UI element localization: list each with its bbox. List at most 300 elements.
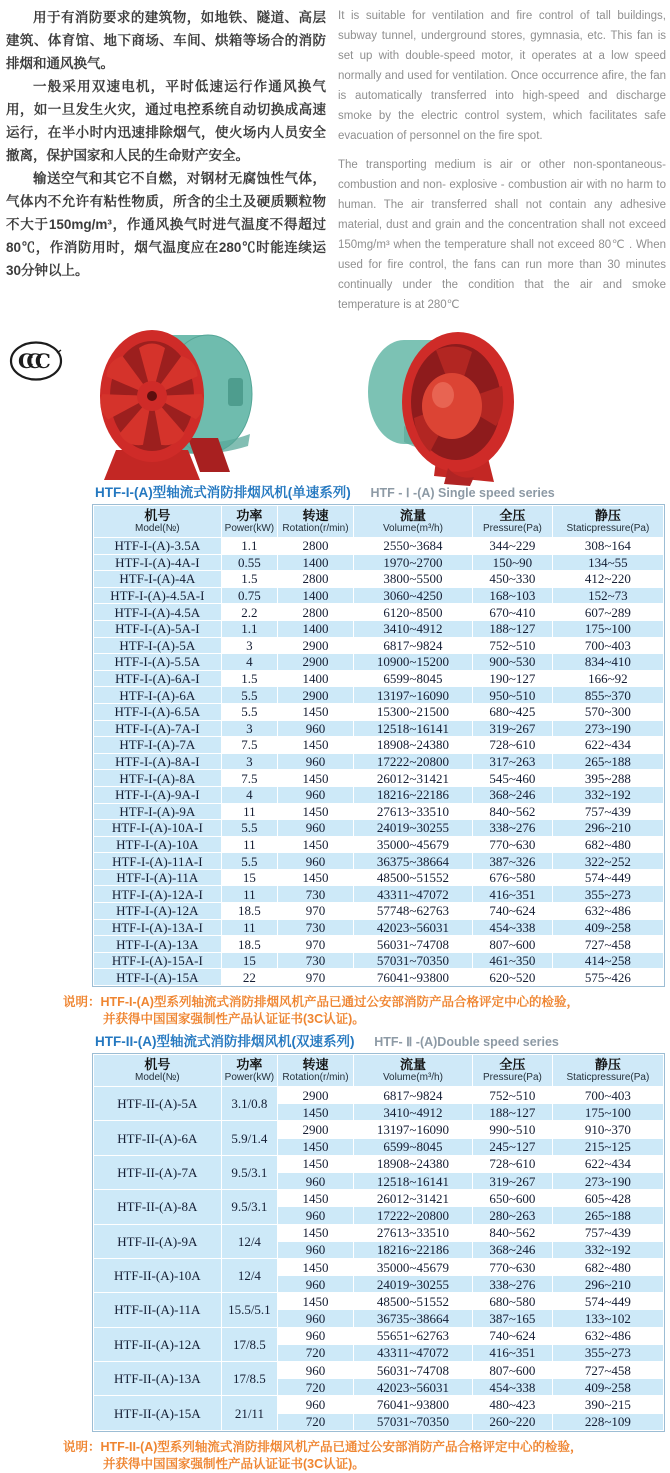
table-row — [94, 1121, 664, 1138]
value-cell: 682~480 — [552, 1258, 663, 1275]
value-cell: 152~73 — [552, 587, 663, 604]
column-header-cn: 全压 — [499, 508, 526, 523]
value-cell: 280~263 — [473, 1207, 553, 1224]
column-header-en: Volume(m³/h) — [382, 523, 443, 534]
value-cell: 960 — [278, 1172, 354, 1189]
column-header-en: Model(№) — [135, 523, 180, 534]
column-header-en: Volume(m³/h) — [382, 1072, 443, 1084]
value-cell: 6817~9824 — [353, 1087, 472, 1104]
value-cell: 36375~38664 — [353, 853, 472, 870]
double-speed-table — [93, 1054, 664, 1431]
double-speed-section-title — [95, 1034, 670, 1050]
value-cell: 2900 — [278, 1121, 354, 1138]
table-row — [94, 853, 664, 870]
value-cell: 1.5 — [221, 571, 277, 588]
column-header-cn: 功率 — [236, 1057, 263, 1073]
column-header — [473, 1055, 553, 1087]
model-cell: HTF-II-(A)-6A — [94, 1121, 222, 1155]
model-cell: HTF-II-(A)-13A — [94, 1362, 222, 1396]
value-cell: 3 — [221, 637, 277, 654]
value-cell: 57031~70350 — [353, 952, 472, 969]
table-row — [94, 604, 664, 621]
value-cell: 807~600 — [473, 936, 553, 953]
product-description — [0, 0, 670, 324]
value-cell: 2800 — [278, 604, 354, 621]
value-cell: 607~289 — [552, 604, 663, 621]
column-header-cn: 机号 — [144, 508, 171, 523]
value-cell: 12518~16141 — [353, 720, 472, 737]
power-cell: 21/11 — [221, 1396, 277, 1430]
model-cell: HTF-I-(A)-3.5A — [94, 538, 222, 555]
model-cell: HTF-I-(A)-8A-I — [94, 753, 222, 770]
value-cell: 0.75 — [221, 587, 277, 604]
column-header-en: Power(kW) — [224, 1072, 275, 1084]
intro-paragraph-cn: 一般采用双速电机，平时低速运行作通风换气用，如一旦发生火灾，通过电控系统自动切换成高速运行，在半小时内迅速排除烟气，使火场内人员安全撤离，保护国家和人民的生命财产安全。 — [6, 79, 326, 163]
value-cell: 1400 — [278, 620, 354, 637]
value-cell: 720 — [278, 1413, 354, 1430]
model-cell: HTF-II-(A)-11A — [94, 1293, 222, 1327]
value-cell: 168~103 — [473, 587, 553, 604]
value-cell: 960 — [278, 1207, 354, 1224]
value-cell: 76041~93800 — [353, 969, 472, 986]
model-cell: HTF-I-(A)-11A — [94, 869, 222, 886]
value-cell: 3 — [221, 753, 277, 770]
table-row — [94, 936, 664, 953]
value-cell: 414~258 — [552, 952, 663, 969]
value-cell: 1400 — [278, 587, 354, 604]
value-cell: 855~370 — [552, 687, 663, 704]
value-cell: 175~100 — [552, 620, 663, 637]
intro-paragraph-en: It is suitable for ventilation and fire control of tall buildings, subway tunnel, underground stores, gymnasia, etc. This fan is set up with double-speed motor, it operates at a low speed normally and used for ventilation. Once occurrence afire, the fan is automatically transferred into high-speed and discharge smoke by the electric control system, which facilitates safe evacuation of personnel on the fire spot. — [338, 10, 666, 142]
value-cell: 35000~45679 — [353, 1258, 472, 1275]
value-cell: 700~403 — [552, 637, 663, 654]
value-cell: 322~252 — [552, 853, 663, 870]
value-cell: 900~530 — [473, 654, 553, 671]
value-cell: 368~246 — [473, 1241, 553, 1258]
value-cell: 416~351 — [473, 1344, 553, 1361]
value-cell: 5.5 — [221, 820, 277, 837]
value-cell: 2550~3684 — [353, 538, 472, 555]
column-header-cn: 功率 — [236, 508, 263, 523]
column-header-cn: 转速 — [302, 1057, 329, 1073]
value-cell: 390~215 — [552, 1396, 663, 1413]
value-cell: 0.55 — [221, 554, 277, 571]
table-row — [94, 820, 664, 837]
table-row — [94, 670, 664, 687]
value-cell: 454~338 — [473, 919, 553, 936]
value-cell: 7.5 — [221, 770, 277, 787]
value-cell: 188~127 — [473, 620, 553, 637]
power-cell: 3.1/0.8 — [221, 1087, 277, 1121]
column-header-en: Model(№) — [135, 1072, 180, 1084]
value-cell: 319~267 — [473, 720, 553, 737]
table-row — [94, 1224, 664, 1241]
value-cell: 6599~8045 — [353, 670, 472, 687]
value-cell: 245~127 — [473, 1138, 553, 1155]
value-cell: 770~630 — [473, 1258, 553, 1275]
value-cell: 730 — [278, 952, 354, 969]
value-cell: 680~425 — [473, 703, 553, 720]
value-cell: 970 — [278, 936, 354, 953]
column-header — [473, 506, 553, 538]
value-cell: 6120~8500 — [353, 604, 472, 621]
value-cell: 620~520 — [473, 969, 553, 986]
value-cell: 344~229 — [473, 538, 553, 555]
table-row — [94, 538, 664, 555]
model-cell: HTF-II-(A)-7A — [94, 1155, 222, 1189]
value-cell: 910~370 — [552, 1121, 663, 1138]
note-label: 说明： — [63, 995, 101, 1010]
ccc-label: CCC — [18, 349, 44, 373]
value-cell: 632~486 — [552, 903, 663, 920]
model-cell: HTF-I-(A)-13A — [94, 936, 222, 953]
value-cell: 355~273 — [552, 1344, 663, 1361]
table-row — [94, 803, 664, 820]
value-cell: 133~102 — [552, 1310, 663, 1327]
value-cell: 757~439 — [552, 1224, 663, 1241]
value-cell: 1450 — [278, 1155, 354, 1172]
value-cell: 273~190 — [552, 1172, 663, 1189]
table-row — [94, 554, 664, 571]
table-row — [94, 1190, 664, 1207]
note-text-line2: 并获得中国国家强制性产品认证证书(3C认证)。 — [103, 1012, 365, 1027]
value-cell: 13197~16090 — [353, 687, 472, 704]
column-header — [94, 1055, 222, 1087]
value-cell: 48500~51552 — [353, 1293, 472, 1310]
value-cell: 5.5 — [221, 853, 277, 870]
value-cell: 150~90 — [473, 554, 553, 571]
value-cell: 1450 — [278, 703, 354, 720]
table-row — [94, 969, 664, 986]
table-row — [94, 786, 664, 803]
value-cell: 11 — [221, 803, 277, 820]
column-header-en: Rotation(r/min) — [282, 523, 349, 534]
value-cell: 15300~21500 — [353, 703, 472, 720]
table-row — [94, 571, 664, 588]
value-cell: 56031~74708 — [353, 1362, 472, 1379]
value-cell: 416~351 — [473, 886, 553, 903]
value-cell: 676~580 — [473, 869, 553, 886]
value-cell: 680~580 — [473, 1293, 553, 1310]
value-cell: 409~258 — [552, 919, 663, 936]
model-cell: HTF-II-(A)-5A — [94, 1087, 222, 1121]
value-cell: 834~410 — [552, 654, 663, 671]
value-cell: 17222~20800 — [353, 1207, 472, 1224]
note-text: HTF-I-(A)型系列轴流式消防排烟风机产品已通过公安部消防产品合格评定中心的检验， — [100, 995, 579, 1010]
model-cell: HTF-I-(A)-12A — [94, 903, 222, 920]
model-cell: HTF-I-(A)-10A-I — [94, 820, 222, 837]
intro-paragraph-cn: 用于有消防要求的建筑物，如地铁、隧道、高层建筑、体育馆、地下商场、车间、烘箱等场合的消防排烟和通风换气。 — [6, 10, 326, 71]
power-cell: 15.5/5.1 — [221, 1293, 277, 1327]
column-header — [221, 1055, 277, 1087]
value-cell: 18216~22186 — [353, 1241, 472, 1258]
value-cell: 5.5 — [221, 687, 277, 704]
value-cell: 2900 — [278, 687, 354, 704]
value-cell: 36735~38664 — [353, 1310, 472, 1327]
table-row — [94, 1155, 664, 1172]
value-cell: 35000~45679 — [353, 836, 472, 853]
table-row — [94, 703, 664, 720]
model-cell: HTF-I-(A)-11A-I — [94, 853, 222, 870]
value-cell: 752~510 — [473, 637, 553, 654]
value-cell: 605~428 — [552, 1190, 663, 1207]
value-cell: 27613~33510 — [353, 803, 472, 820]
value-cell: 24019~30255 — [353, 820, 472, 837]
value-cell: 720 — [278, 1379, 354, 1396]
table-row — [94, 654, 664, 671]
model-cell: HTF-I-(A)-9A-I — [94, 786, 222, 803]
column-header — [278, 506, 354, 538]
value-cell: 454~338 — [473, 1379, 553, 1396]
value-cell: 319~267 — [473, 1172, 553, 1189]
value-cell: 42023~56031 — [353, 919, 472, 936]
value-cell: 332~192 — [552, 1241, 663, 1258]
model-cell: HTF-I-(A)-10A — [94, 836, 222, 853]
value-cell: 134~55 — [552, 554, 663, 571]
value-cell: 1450 — [278, 1293, 354, 1310]
value-cell: 55651~62763 — [353, 1327, 472, 1344]
value-cell: 260~220 — [473, 1413, 553, 1430]
model-cell: HTF-I-(A)-15A — [94, 969, 222, 986]
column-header — [278, 1055, 354, 1087]
model-cell: HTF-I-(A)-5.5A — [94, 654, 222, 671]
value-cell: 970 — [278, 969, 354, 986]
value-cell: 10900~15200 — [353, 654, 472, 671]
value-cell: 3060~4250 — [353, 587, 472, 604]
value-cell: 575~426 — [552, 969, 663, 986]
table-row — [94, 1362, 664, 1379]
axial-fan-image-right — [352, 326, 524, 486]
power-cell: 12/4 — [221, 1224, 277, 1258]
value-cell: 57748~62763 — [353, 903, 472, 920]
value-cell: 570~300 — [552, 703, 663, 720]
value-cell: 990~510 — [473, 1121, 553, 1138]
value-cell: 740~624 — [473, 903, 553, 920]
value-cell: 960 — [278, 720, 354, 737]
value-cell: 4 — [221, 786, 277, 803]
double-speed-table-head — [94, 1055, 664, 1087]
value-cell: 1400 — [278, 670, 354, 687]
intro-chinese — [6, 6, 326, 324]
value-cell: 807~600 — [473, 1362, 553, 1379]
value-cell: 727~458 — [552, 1362, 663, 1379]
column-header-cn: 转速 — [302, 508, 329, 523]
column-header-en: Rotation(r/min) — [282, 1072, 349, 1084]
value-cell: 770~630 — [473, 836, 553, 853]
value-cell: 960 — [278, 1276, 354, 1293]
value-cell: 3410~4912 — [353, 620, 472, 637]
table-row — [94, 720, 664, 737]
table-row — [94, 753, 664, 770]
model-cell: HTF-II-(A)-10A — [94, 1258, 222, 1292]
value-cell: 728~610 — [473, 737, 553, 754]
value-cell: 215~125 — [552, 1138, 663, 1155]
table-row — [94, 587, 664, 604]
model-cell: HTF-I-(A)-4.5A-I — [94, 587, 222, 604]
value-cell: 17222~20800 — [353, 753, 472, 770]
value-cell: 7.5 — [221, 737, 277, 754]
table-row — [94, 687, 664, 704]
power-cell: 9.5/3.1 — [221, 1155, 277, 1189]
value-cell: 338~276 — [473, 820, 553, 837]
value-cell: 728~610 — [473, 1155, 553, 1172]
double-speed-note — [63, 1439, 648, 1473]
value-cell: 670~410 — [473, 604, 553, 621]
value-cell: 387~165 — [473, 1310, 553, 1327]
value-cell: 1.1 — [221, 620, 277, 637]
value-cell: 190~127 — [473, 670, 553, 687]
value-cell: 18908~24380 — [353, 737, 472, 754]
value-cell: 840~562 — [473, 803, 553, 820]
value-cell: 12518~16141 — [353, 1172, 472, 1189]
table-row — [94, 919, 664, 936]
header-row — [94, 506, 664, 538]
value-cell: 265~188 — [552, 753, 663, 770]
value-cell: 1450 — [278, 836, 354, 853]
value-cell: 632~486 — [552, 1327, 663, 1344]
value-cell: 265~188 — [552, 1207, 663, 1224]
table-row — [94, 869, 664, 886]
model-cell: HTF-I-(A)-4A-I — [94, 554, 222, 571]
model-cell: HTF-I-(A)-6A-I — [94, 670, 222, 687]
intro-english — [338, 6, 666, 324]
value-cell: 57031~70350 — [353, 1413, 472, 1430]
table-row — [94, 1258, 664, 1275]
double-speed-table-body — [94, 1087, 664, 1431]
power-cell: 5.9/1.4 — [221, 1121, 277, 1155]
single-speed-table — [93, 505, 664, 986]
value-cell: 1.1 — [221, 538, 277, 555]
model-cell: HTF-II-(A)-12A — [94, 1327, 222, 1361]
model-cell: HTF-II-(A)-15A — [94, 1396, 222, 1430]
value-cell: 1450 — [278, 803, 354, 820]
value-cell: 960 — [278, 820, 354, 837]
ccc-certification-icon — [8, 338, 64, 384]
table-row — [94, 770, 664, 787]
model-cell: HTF-I-(A)-4.5A — [94, 604, 222, 621]
intro-paragraph-en: The transporting medium is air or other non-spontaneous-combustion and non- explosive - combustion air with no harm to human. The air transferred shall not contain any adhesive material, dust and grain and the concentration shall not exceed 150mg/m³ when the temperature shall not exceed 80℃ . When used for fire control, the fans can run more than 30 minutes continually under the condition that the air and smoke temperature is at 280℃ — [338, 159, 666, 311]
value-cell: 6817~9824 — [353, 637, 472, 654]
value-cell: 960 — [278, 853, 354, 870]
value-cell: 960 — [278, 1241, 354, 1258]
model-cell: HTF-I-(A)-4A — [94, 571, 222, 588]
value-cell: 1450 — [278, 1190, 354, 1207]
column-header — [552, 1055, 663, 1087]
value-cell: 409~258 — [552, 1379, 663, 1396]
value-cell: 2.2 — [221, 604, 277, 621]
value-cell: 1450 — [278, 770, 354, 787]
value-cell: 682~480 — [552, 836, 663, 853]
power-cell: 17/8.5 — [221, 1362, 277, 1396]
value-cell: 1450 — [278, 1258, 354, 1275]
value-cell: 461~350 — [473, 952, 553, 969]
value-cell: 970 — [278, 903, 354, 920]
value-cell: 43311~47072 — [353, 1344, 472, 1361]
value-cell: 43311~47072 — [353, 886, 472, 903]
note-text: HTF-II-(A)型系列轴流式消防排烟风机产品已通过公安部消防产品合格评定中心的检验， — [100, 1439, 583, 1454]
value-cell: 1450 — [278, 737, 354, 754]
value-cell: 840~562 — [473, 1224, 553, 1241]
table-row — [94, 1293, 664, 1310]
header-row — [94, 1055, 664, 1087]
value-cell: 960 — [278, 753, 354, 770]
value-cell: 188~127 — [473, 1104, 553, 1121]
value-cell: 730 — [278, 919, 354, 936]
value-cell: 1970~2700 — [353, 554, 472, 571]
power-cell: 17/8.5 — [221, 1327, 277, 1361]
value-cell: 175~100 — [552, 1104, 663, 1121]
value-cell: 700~403 — [552, 1087, 663, 1104]
value-cell: 3410~4912 — [353, 1104, 472, 1121]
model-cell: HTF-I-(A)-12A-I — [94, 886, 222, 903]
model-cell: HTF-I-(A)-15A-I — [94, 952, 222, 969]
value-cell: 545~460 — [473, 770, 553, 787]
value-cell: 960 — [278, 786, 354, 803]
value-cell: 273~190 — [552, 720, 663, 737]
value-cell: 727~458 — [552, 936, 663, 953]
note-label: 说明： — [63, 1439, 101, 1454]
value-cell: 960 — [278, 1362, 354, 1379]
value-cell: 960 — [278, 1396, 354, 1413]
table-row — [94, 1087, 664, 1104]
value-cell: 11 — [221, 919, 277, 936]
value-cell: 15 — [221, 952, 277, 969]
table-row — [94, 1396, 664, 1413]
double-speed-table-wrap — [92, 1053, 665, 1432]
value-cell: 650~600 — [473, 1190, 553, 1207]
value-cell: 18.5 — [221, 936, 277, 953]
value-cell: 387~326 — [473, 853, 553, 870]
table-row — [94, 886, 664, 903]
column-header — [552, 506, 663, 538]
single-speed-title-cn: HTF-I-(A)型轴流式消防排烟风机(单速系列) — [95, 485, 351, 500]
value-cell: 2900 — [278, 637, 354, 654]
value-cell: 48500~51552 — [353, 869, 472, 886]
table-row — [94, 836, 664, 853]
column-header-cn: 静压 — [594, 1057, 621, 1073]
value-cell: 11 — [221, 836, 277, 853]
single-speed-table-body — [94, 538, 664, 986]
value-cell: 228~109 — [552, 1413, 663, 1430]
single-speed-table-head — [94, 506, 664, 538]
value-cell: 26012~31421 — [353, 770, 472, 787]
value-cell: 450~330 — [473, 571, 553, 588]
single-speed-table-wrap — [92, 504, 665, 987]
value-cell: 27613~33510 — [353, 1224, 472, 1241]
value-cell: 740~624 — [473, 1327, 553, 1344]
column-header — [353, 1055, 472, 1087]
product-images-row — [0, 324, 670, 482]
model-cell: HTF-I-(A)-8A — [94, 770, 222, 787]
value-cell: 18216~22186 — [353, 786, 472, 803]
value-cell: 1.5 — [221, 670, 277, 687]
value-cell: 317~263 — [473, 753, 553, 770]
column-header — [221, 506, 277, 538]
value-cell: 3 — [221, 720, 277, 737]
value-cell: 960 — [278, 1310, 354, 1327]
table-row — [94, 620, 664, 637]
value-cell: 3800~5500 — [353, 571, 472, 588]
value-cell: 574~449 — [552, 1293, 663, 1310]
double-speed-title-en: HTF- Ⅱ -(A)Double speed series — [374, 1035, 559, 1050]
column-header-en: Pressure(Pa) — [482, 523, 542, 534]
value-cell: 622~434 — [552, 1155, 663, 1172]
axial-fan-image-left — [86, 322, 271, 484]
single-speed-note — [63, 994, 648, 1028]
value-cell: 2900 — [278, 1087, 354, 1104]
table-row — [94, 637, 664, 654]
column-header-cn: 全压 — [499, 1057, 526, 1073]
